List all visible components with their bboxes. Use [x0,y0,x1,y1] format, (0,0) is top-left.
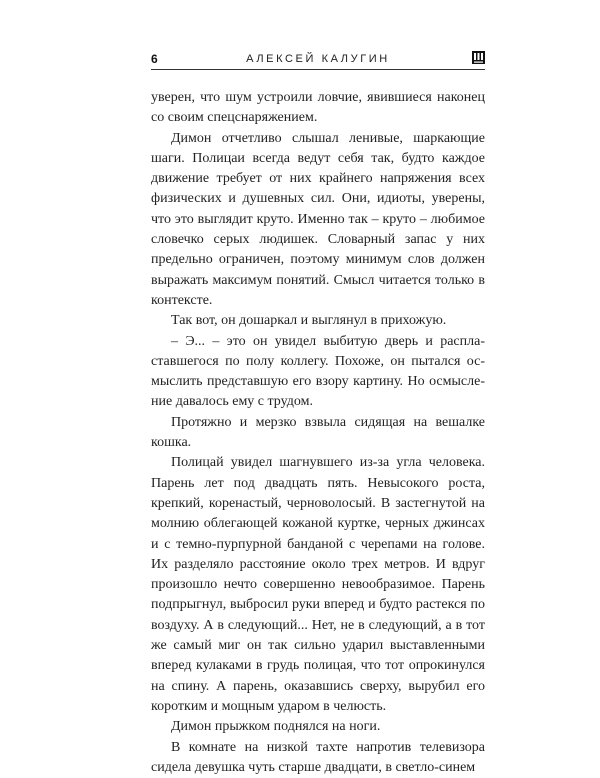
paragraph: – Э... – это он увидел выбитую дверь и распластавшегося по полу коллегу. Похоже, он пытался осмыслить представшую его взору картину. Но осмысление давалось ему с трудом. [151,332,485,413]
paragraph: Димон прыжком поднялся на ноги. [151,717,485,737]
page-header [151,52,485,76]
paragraph: В комнате на низкой тахте напротив телевизора сидела девушка чуть старше двадцати, в светло-синем [151,738,485,778]
body-text [151,88,485,778]
paragraph: Полицай увидел шагнувшего из-за угла человека. Парень лет под двадцать пять. Невысокого роста, крепкий, коренастый, черноволосый. В застегнутой на молнию облегающей кожаной куртке, черных джинсах и с темно-пурпурной банданой с черепами на голове. Их разделяло расстояние около трех метров. И вдруг произошло нечто совершенно невообразимое. Парень подпрыгнул, выбросил руки вперед и будто растекся по воздуху. А в следующий... Нет, не в следующий, а в тот же самый миг он так сильно ударил выставленными вперед кулаками в грудь полицая, что тот опрокинулся на спину. А парень, оказавшись сверху, вырубил его коротким и мощным ударом в челюсть. [151,453,485,717]
paragraph: Димон отчетливо слышал ленивые, шаркающие шаги. Полицаи всегда ведут себя так, будто каждое движение требует от них крайнего напряжения всех физических и душевных сил. Они, идиоты, уверены, что это выглядит круто. Именно так – круто – любимое словечко серых людишек. Словарный запас у них предельно ограничен, поэтому минимум слов должен выражать максимум понятий. Смысл читается только в контексте. [151,129,485,312]
publisher-logo-icon [472,51,485,64]
running-title: АЛЕКСЕЙ КАЛУГИН [151,53,485,65]
paragraph: Протяжно и мерзко взвыла сидящая на вешалке кошка. [151,413,485,454]
paragraph: Так вот, он дошаркал и выглянул в прихожую. [151,311,485,331]
page-number: 6 [151,52,158,66]
paragraph: уверен, что шум устроили ловчие, явившиеся наконец со своим спецснаряжением. [151,88,485,129]
header-divider [151,69,485,70]
